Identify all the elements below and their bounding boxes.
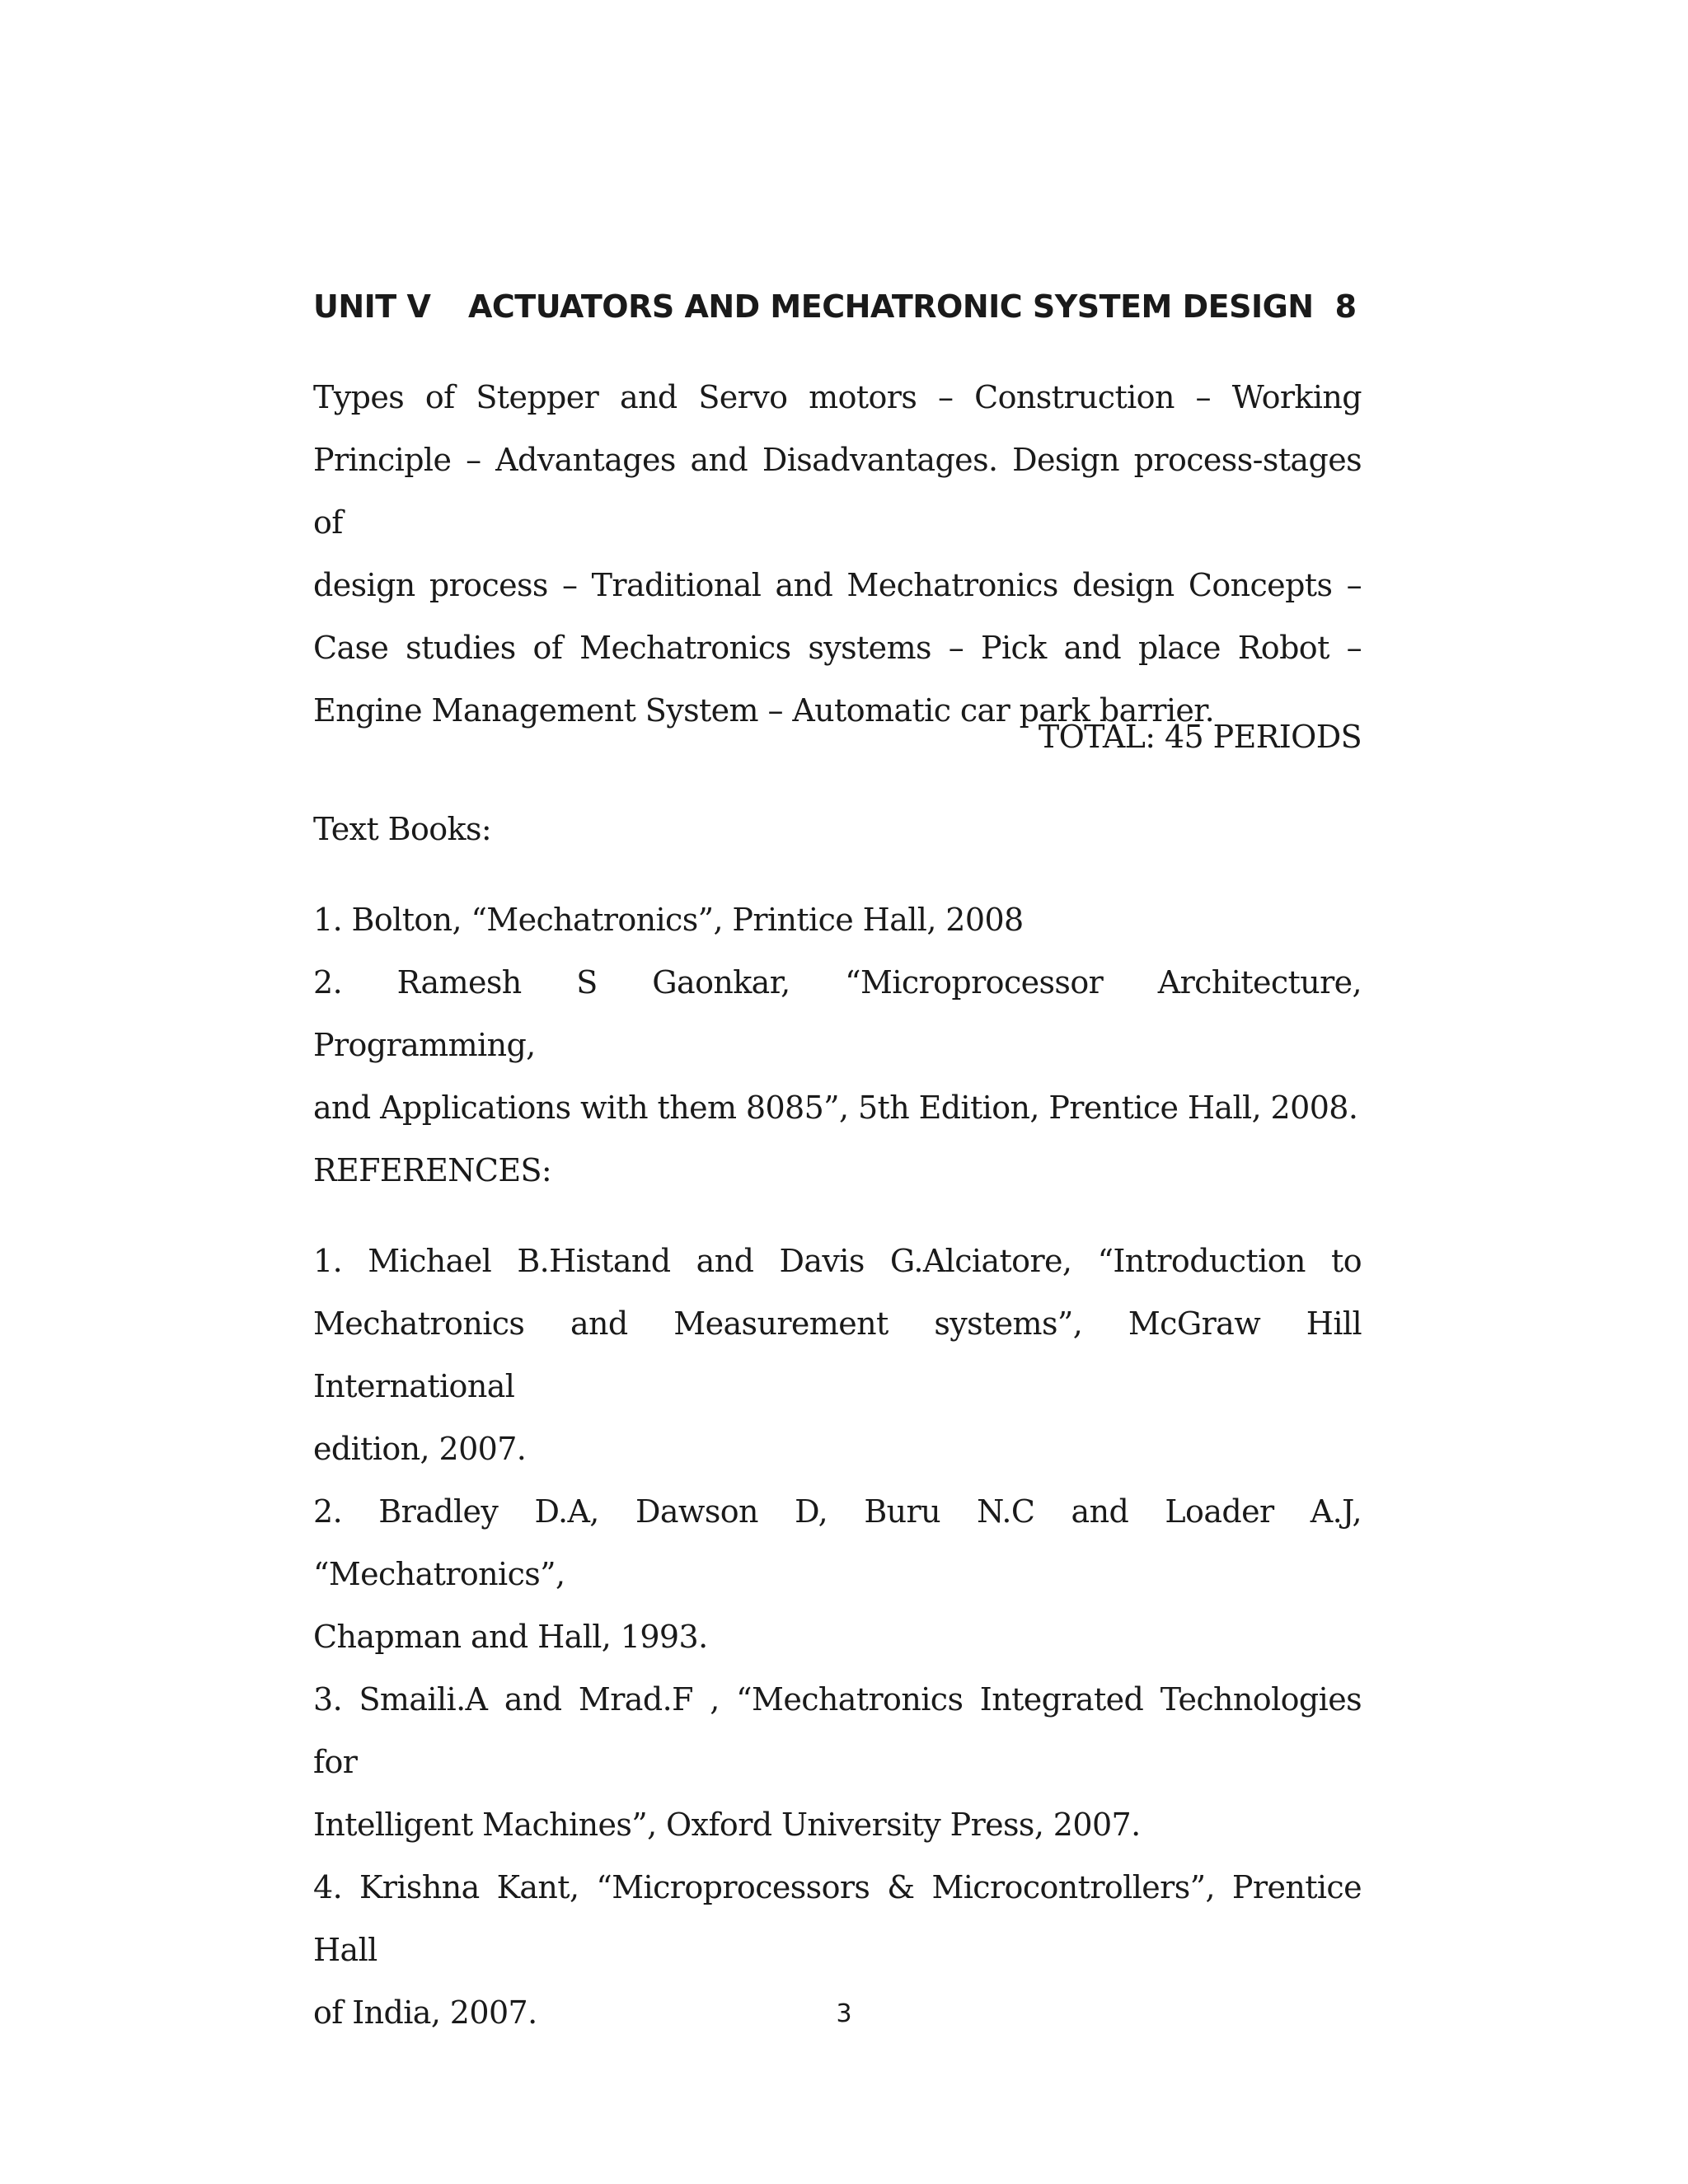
reference-item-cont: Chapman and Hall, 1993.: [313, 1619, 708, 1655]
references-heading: REFERENCES:: [313, 1152, 552, 1188]
unit-heading: [313, 282, 1362, 331]
references-list: [313, 1230, 1362, 2044]
syllabus-line: Types of Stepper and Servo motors – Construction – Working: [313, 379, 1362, 415]
reference-item-cont: Intelligent Machines”, Oxford University Press, 2007.: [313, 1807, 1141, 1843]
reference-item: 3. Smaili.A and Mrad.F , “Mechatronics Integrated Technologies for: [313, 1681, 1362, 1780]
syllabus-line: Principle – Advantages and Disadvantages. Design process-stages of: [313, 442, 1362, 541]
syllabus-paragraph: [313, 366, 1362, 742]
syllabus-line: Engine Management System – Automatic car park barrier.: [313, 692, 1215, 729]
reference-item: 1. Michael B.Histand and Davis G.Alciatore, “Introduction to: [313, 1243, 1362, 1279]
text-books-heading: Text Books:: [313, 811, 492, 847]
reference-item: 2. Bradley D.A, Dawson D, Buru N.C and Loader A.J, “Mechatronics”,: [313, 1493, 1362, 1592]
syllabus-line: Case studies of Mechatronics systems – Pick and place Robot –: [313, 630, 1362, 666]
text-book-item: 1. Bolton, “Mechatronics”, Printice Hall, 2008: [313, 902, 1024, 938]
reference-item-cont: Mechatronics and Measurement systems”, McGraw Hill International: [313, 1305, 1362, 1404]
page-number: 3: [836, 1999, 852, 2028]
reference-item: 4. Krishna Kant, “Microprocessors & Microcontrollers”, Prentice Hall: [313, 1869, 1362, 1968]
text-books-list: [313, 888, 1362, 1139]
text-book-item-cont: and Applications with them 8085”, 5th Edition, Prentice Hall, 2008.: [313, 1090, 1358, 1126]
syllabus-line: design process – Traditional and Mechatronics design Concepts –: [313, 567, 1362, 603]
unit-hours: 8: [1334, 288, 1357, 325]
reference-item-cont: edition, 2007.: [313, 1431, 527, 1467]
reference-item-cont: of India, 2007.: [313, 1994, 537, 2031]
total-periods: TOTAL: 45 PERIODS: [1038, 719, 1362, 755]
unit-title: ACTUATORS AND MECHATRONIC SYSTEM DESIGN: [468, 288, 1314, 325]
text-book-item: 2. Ramesh S Gaonkar, “Microprocessor Architecture, Programming,: [313, 964, 1362, 1063]
unit-label: UNIT V: [313, 288, 431, 325]
